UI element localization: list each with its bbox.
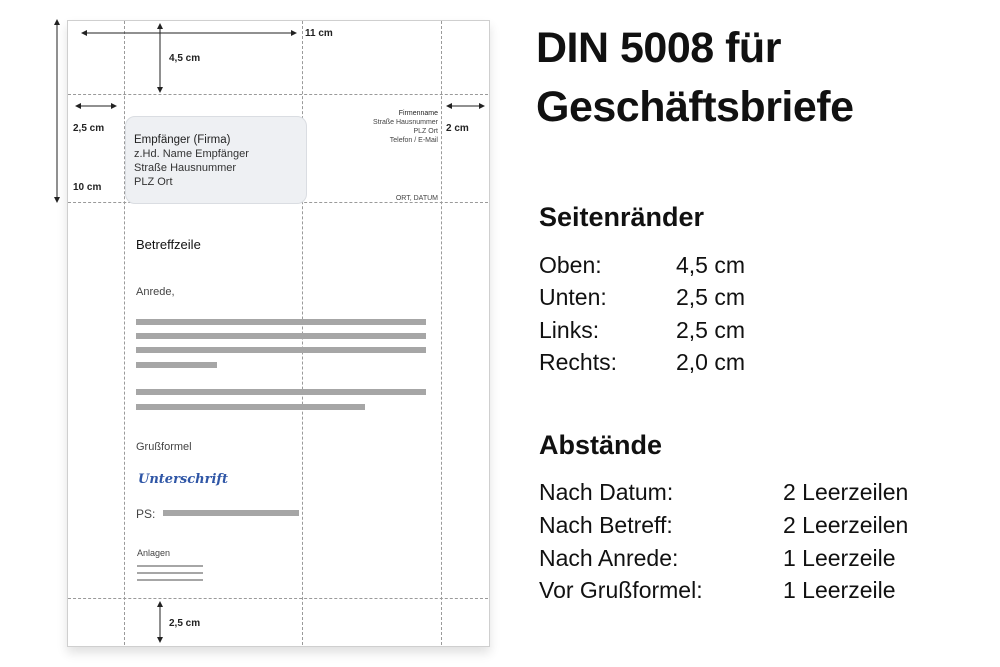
- title-line-2: Geschäftsbriefe: [536, 83, 854, 131]
- text-line: [136, 362, 217, 368]
- sender-contact: Telefon / E-Mail: [389, 137, 438, 144]
- recipient-company: Empfänger (Firma): [134, 134, 231, 146]
- title-line-1: DIN 5008 für: [536, 24, 781, 72]
- ps-line: [163, 510, 299, 516]
- text-line: [136, 389, 426, 395]
- attachment-line: [137, 579, 203, 581]
- letter-subject: Betreffzeile: [136, 237, 201, 252]
- attachment-line: [137, 565, 203, 567]
- sender-city: PLZ Ort: [413, 128, 438, 135]
- margin-value: 4,5 cm: [676, 252, 746, 278]
- spacing-label: Nach Betreff:: [539, 512, 673, 538]
- margin-label: Unten:: [539, 284, 607, 310]
- measure-left-label: 2,5 cm: [73, 123, 105, 134]
- spacing-value: 2 Leerzeilen: [783, 479, 909, 505]
- text-line: [136, 319, 426, 325]
- measure-top-label: 4,5 cm: [169, 53, 201, 64]
- measure-width-label: 11 cm: [305, 28, 333, 39]
- margin-value: 2,5 cm: [676, 317, 746, 343]
- spacing-label: Nach Datum:: [539, 479, 674, 505]
- letter-closing: Grußformel: [136, 441, 192, 453]
- text-line: [136, 347, 426, 353]
- spacing-value: 2 Leerzeilen: [783, 512, 909, 538]
- recipient-attention: z.Hd. Name Empfänger: [134, 148, 249, 160]
- letter-signature: Unterschrift: [138, 472, 228, 487]
- spacing-label: Vor Grußformel:: [539, 577, 703, 603]
- sender-street: Straße Hausnummer: [373, 119, 438, 126]
- attachment-line: [137, 572, 203, 574]
- spacing-value: 1 Leerzeile: [783, 577, 896, 603]
- text-line: [136, 333, 426, 339]
- sender-company: Firmenname: [398, 110, 438, 117]
- address-window: [125, 116, 307, 204]
- letter-salutation: Anrede,: [136, 286, 175, 298]
- text-line: [136, 404, 365, 410]
- margin-label: Links:: [539, 317, 600, 343]
- spacing-heading: Abstände: [539, 430, 663, 460]
- margins-heading: Seitenränder: [539, 202, 705, 232]
- measure-bottom-label: 2,5 cm: [169, 618, 201, 629]
- margin-value: 2,0 cm: [676, 349, 746, 375]
- measure-right-label: 2 cm: [446, 123, 469, 134]
- margin-value: 2,5 cm: [676, 284, 746, 310]
- margin-label: Rechts:: [539, 349, 617, 375]
- spacing-value: 1 Leerzeile: [783, 545, 896, 571]
- letter-date: ORT, DATUM: [395, 195, 438, 202]
- spacing-label: Nach Anrede:: [539, 545, 679, 571]
- letter-ps: PS:: [136, 507, 156, 521]
- margin-label: Oben:: [539, 252, 602, 278]
- measure-height-label: 10 cm: [73, 182, 102, 193]
- recipient-street: Straße Hausnummer: [134, 162, 237, 174]
- recipient-city: PLZ Ort: [134, 176, 173, 188]
- letter-attachments: Anlagen: [137, 548, 171, 558]
